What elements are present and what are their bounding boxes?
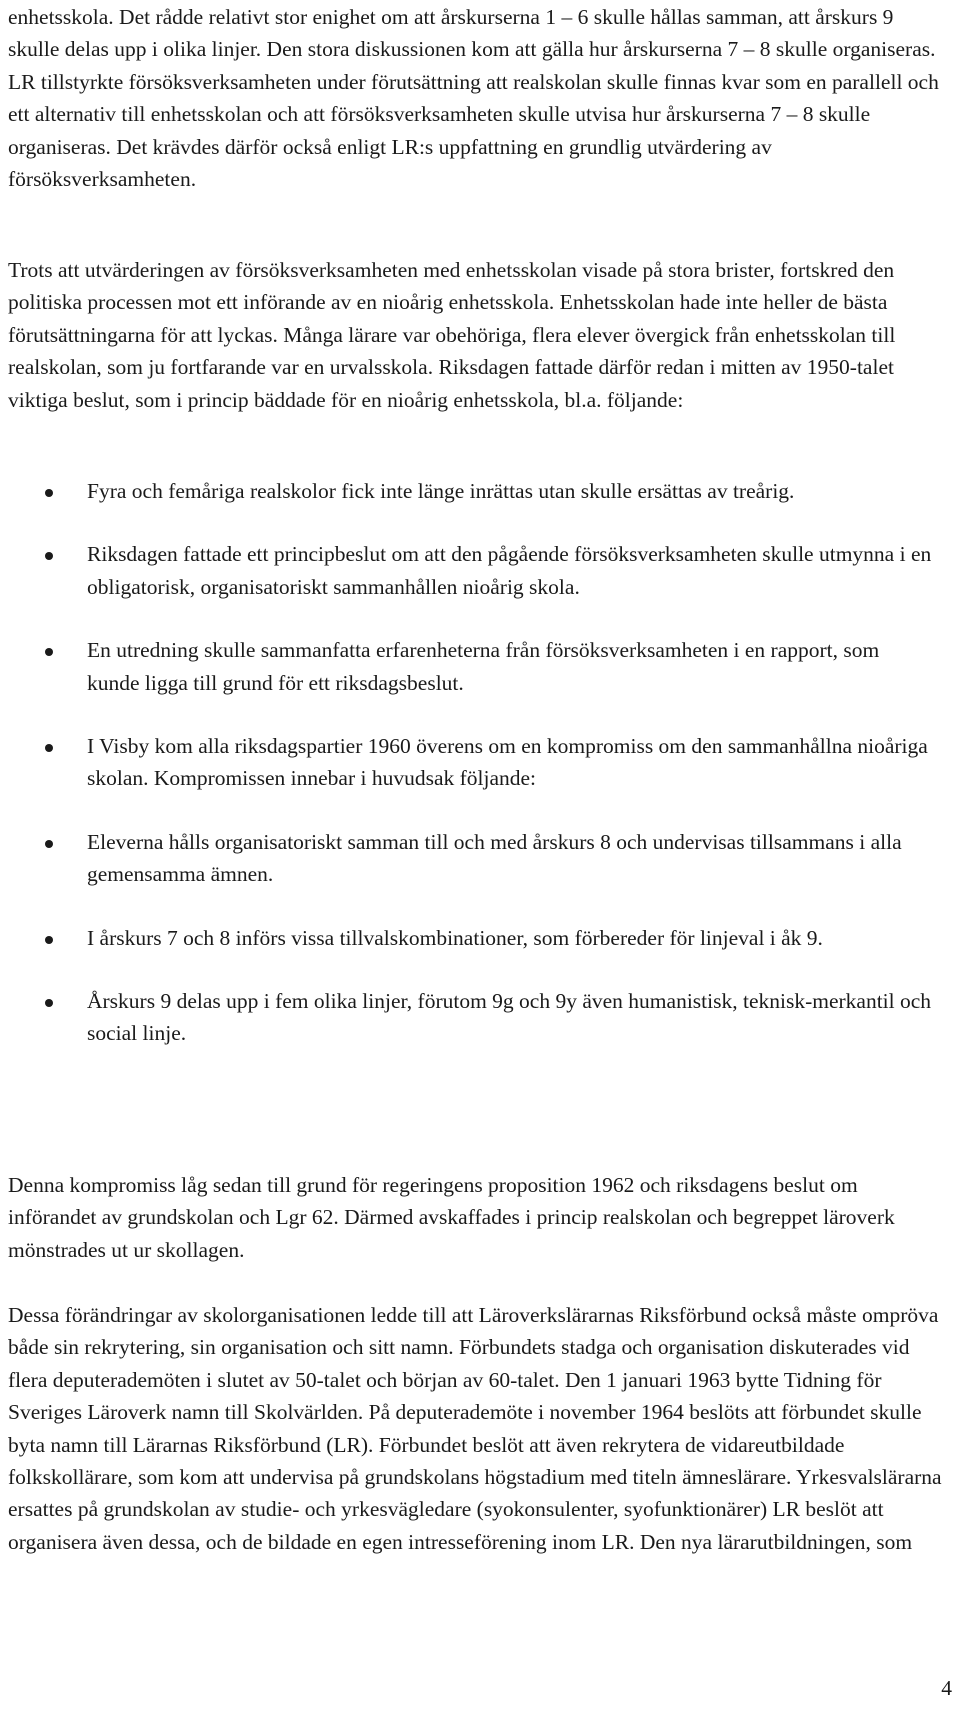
list-item — [0, 826, 935, 891]
bullet-dot-icon — [45, 840, 53, 848]
list-item-text: Fyra och femåriga realskolor fick inte länge inrättas utan skulle ersättas av treårig. — [87, 479, 795, 503]
list-item-text: Årskurs 9 delas upp i fem olika linjer, förutom 9g och 9y även humanistisk, teknisk-merkantil och social linje. — [87, 989, 932, 1046]
list-item-text: Riksdagen fattade ett principbeslut om att den pågående försöksverksamheten skulle utmynna i en obligatorisk, organisatoriskt sammanhållen nioårig skola. — [87, 542, 932, 599]
bullet-dot-icon — [45, 552, 53, 560]
list-item — [0, 985, 935, 1050]
paragraph-intro: enhetsskola. Det rådde relativt stor enighet om att årskurserna 1 – 6 skulle hållas samman, att årskurs 9 skulle delas upp i olika linjer. Den stora diskussionen kom att gälla hur årskurserna 7 – 8 skulle organiseras. LR tillstyrkte försöksverksamheten under förutsättning att realskolan skulle finnas kvar som en parallell och ett alternativ till enhetsskolan och att försöksverksamheten skulle utvisa hur årskurserna 7 – 8 skulle organiseras. Det krävdes därför också enligt LR:s uppfattning en grundlig utvärdering av försöksverksamheten. — [8, 5, 939, 192]
list-item — [0, 475, 935, 507]
bullet-dot-icon — [45, 936, 53, 944]
list-item-text: I årskurs 7 och 8 införs vissa tillvalskombinationer, som förbereder för linjeval i åk 9. — [87, 925, 823, 950]
bullet-dot-icon — [45, 744, 53, 752]
list-item-text: Eleverna hålls organisatoriskt samman till och med årskurs 8 och undervisas tillsammans i alla gemensamma ämnen. — [87, 829, 902, 887]
list-item — [0, 634, 935, 699]
list-item-text: En utredning skulle sammanfatta erfarenheterna från försöksverksamheten i en rapport, som kunde ligga till grund för ett riksdagsbeslut. — [87, 638, 880, 695]
bullet-dot-icon — [45, 648, 53, 656]
bullet-list — [0, 475, 960, 1081]
paragraph-compromise: Denna kompromiss låg sedan till grund för regeringens proposition 1962 och riksdagens beslut om införandet av grundskolan och Lgr 62. Därmed avskaffades i princip realskolan och begreppet läroverk mönstrades ut ur skollagen. — [8, 1173, 895, 1262]
paragraph-evaluation: Trots att utvärderingen av försöksverksamheten med enhetsskolan visade på stora brister, fortskred den politiska processen mot ett införande av en nioårig enhetsskola. Enhetsskolan hade inte heller de bästa förutsättningarna för att lyckas. Många lärare var obehöriga, flera elever övergick från enhetsskolan till realskolan, som ju fortfarande var en urvalsskola. Riksdagen fattade därför redan i mitten av 1950-talet viktiga beslut, som i princip bäddade för en nioårig enhetsskola, bl.a. följande: — [8, 258, 896, 412]
list-item — [0, 538, 935, 603]
list-item-text: I Visby kom alla riksdagspartier 1960 överens om en kompromiss om den sammanhållna nioåriga skolan. Kompromissen innebar i huvudsak följande: — [87, 734, 928, 791]
bullet-dot-icon — [45, 999, 53, 1007]
bullet-dot-icon — [45, 489, 53, 497]
list-item — [0, 922, 935, 954]
paragraph-organisation-changes: Dessa förändringar av skolorganisationen ledde till att Läroverkslärarnas Riksförbund också måste ompröva både sin rekrytering, sin organisation och sitt namn. Förbundets stadga och organisation diskuterades vid flera deputerademöten i slutet av 50-talet och början av 60-talet. Den 1 januari 1963 bytte Tidning för Sveriges Läroverk namn till Skolvärlden. På deputerademöte i november 1964 beslöts att förbundet skulle byta namn till Lärarnas Riksförbund (LR). Förbundet beslöt att även rekrytera de vidareutbildade folkskollärare, som kom att undervisa på grundskolans högstadium med titeln ämneslärare. Yrkesvalslärarna ersattes på grundskolan av studie- och yrkesvägledare (syokonsulenter, syofunktionärer) LR beslöt att organisera även dessa, och de bildade en egen intresseförening inom LR. Den nya lärarutbildningen, som — [8, 1303, 942, 1554]
list-item — [0, 730, 935, 795]
page-number: 4 — [941, 1676, 952, 1700]
